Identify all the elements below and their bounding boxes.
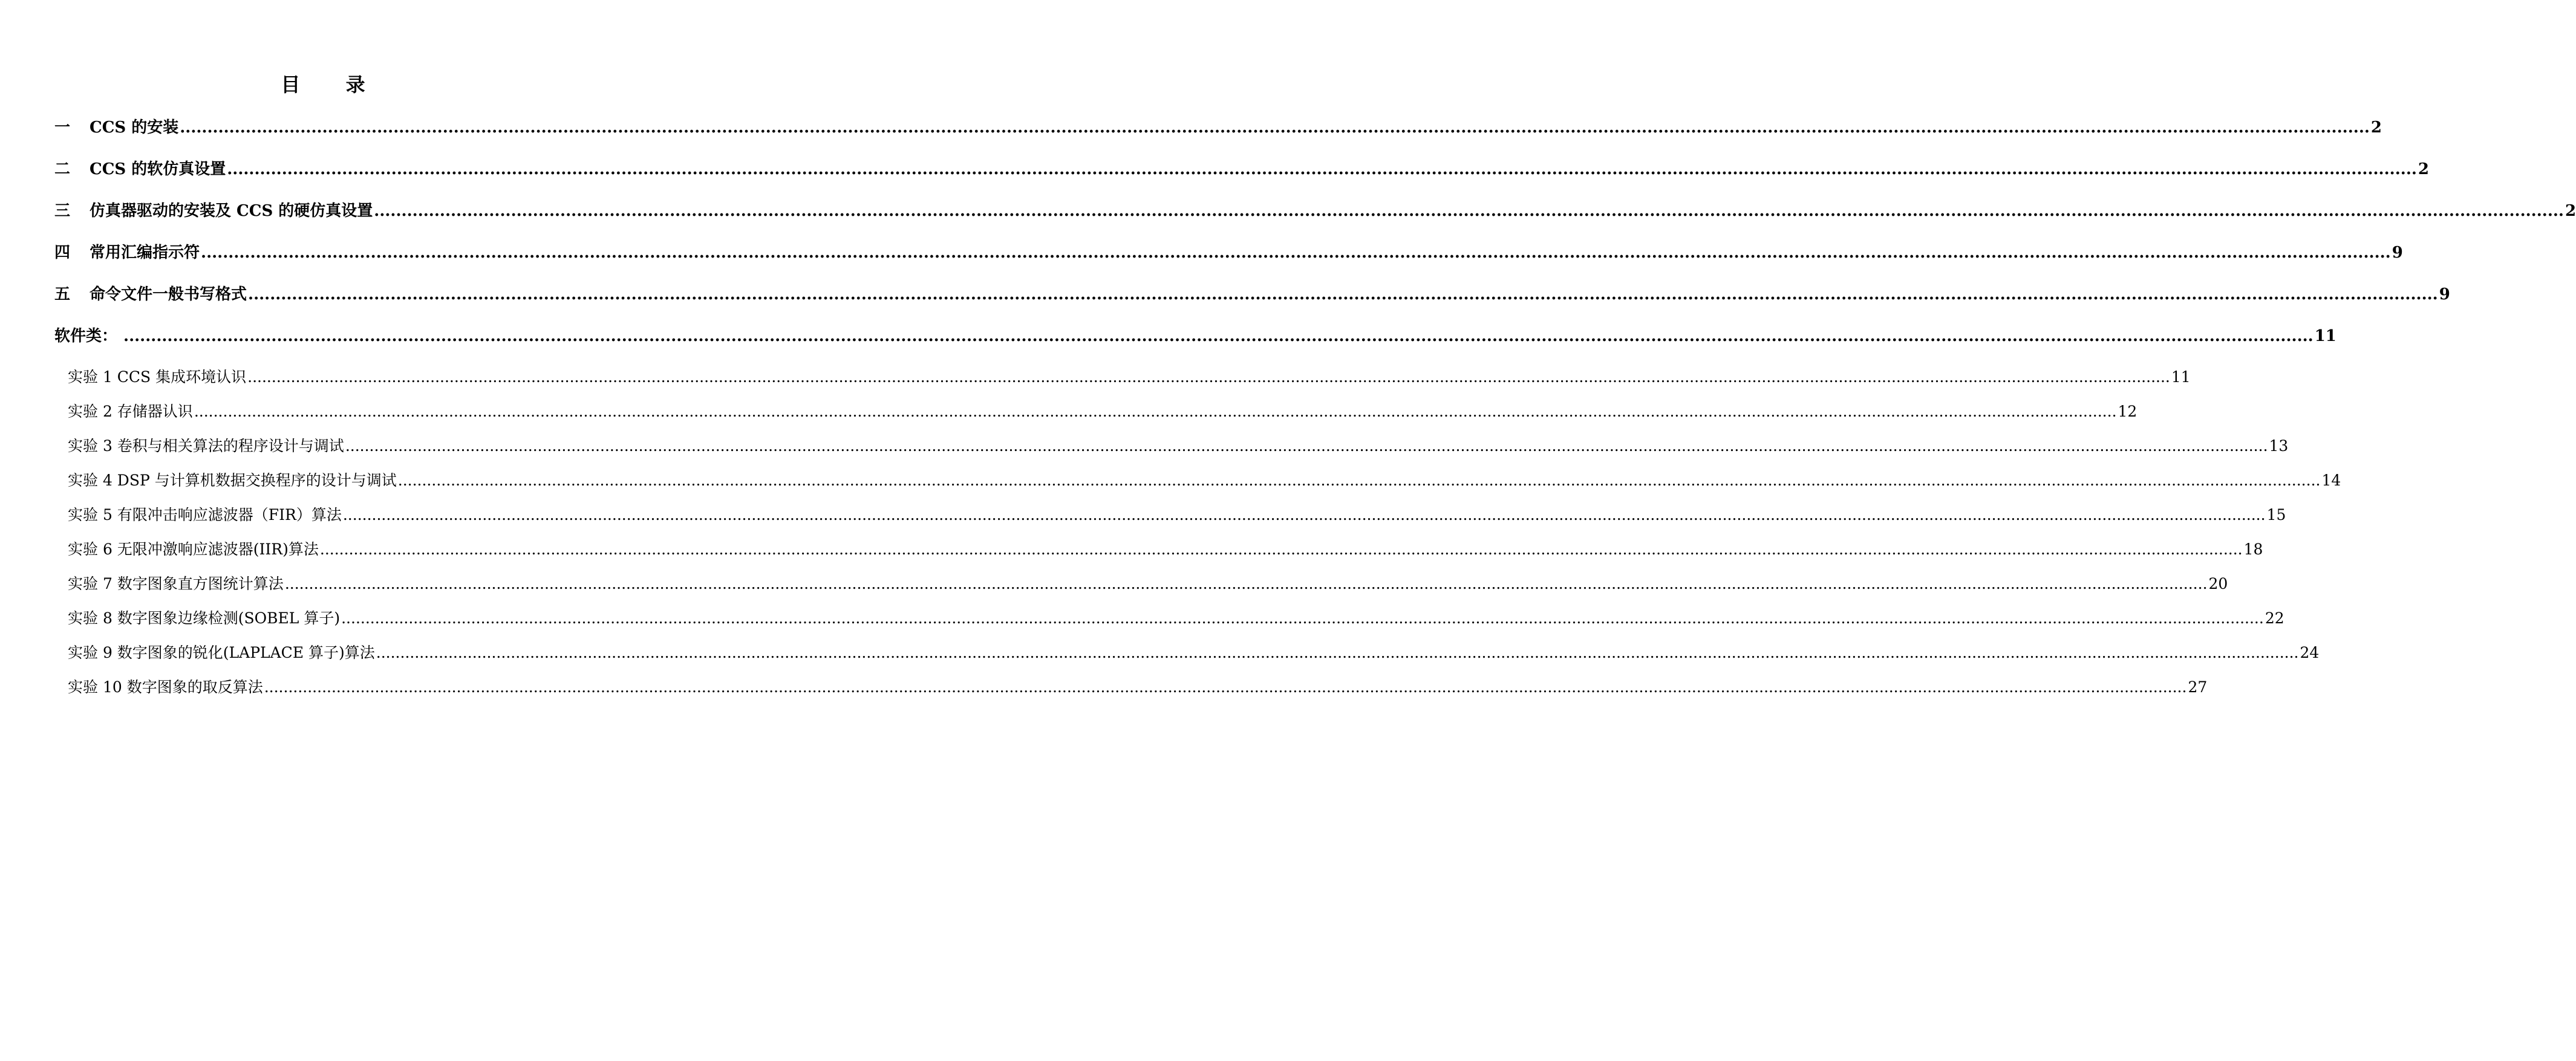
toc-entry-label: 实验 5 有限冲击响应滤波器（FIR）算法 [68,506,342,524]
toc-entry-number: 三 [54,202,71,220]
toc-entry-number: 二 [54,160,71,178]
toc-entry[interactable] [54,323,2336,365]
toc-entry-label: CCS 的安装 [90,118,179,137]
toc-entry-label: 实验 10 数字图象的取反算法 [68,678,263,696]
toc-entry-label: 实验 7 数字图象直方图统计算法 [68,575,284,592]
toc-entry[interactable] [54,537,2263,572]
dot-leader: ................................................................................................................................................................................................................................................................................................................................................................................................................ [284,575,2208,592]
toc-entry[interactable] [54,198,2576,240]
dot-leader: ................................................................................................................................................................................................................................................................................................................................................................................................................ [264,678,2187,696]
toc-entry-page-number: 9 [2439,285,2450,303]
toc-entry-label: CCS 的软仿真设置 [90,160,226,178]
toc-entry-page-number: 12 [2118,403,2137,420]
toc-entry[interactable] [54,240,2403,282]
toc-entry-number: 四 [54,244,71,262]
toc-entry-label: 仿真器驱动的安装及 CCS 的硬仿真设置 [90,202,373,220]
dot-leader: ................................................................................................................................................................................................................................................................................................................................................................................................................ [123,327,2314,345]
toc-entry-label: 实验 1 CCS 集成环境认识 [68,368,247,386]
toc-entry[interactable] [54,115,2382,157]
toc-entry-label: 实验 8 数字图象边缘检测(SOBEL 算子) [68,609,341,627]
toc-entry[interactable] [54,157,2430,198]
toc-entry-page-number: 22 [2265,609,2284,627]
page-title: 目 录 [281,73,367,96]
dot-leader: ................................................................................................................................................................................................................................................................................................................................................................................................................ [227,160,2417,178]
toc-entry-page-number: 14 [2321,472,2341,489]
toc-entry-page-number: 15 [2266,506,2286,524]
toc-entry-page-number: 2 [2565,202,2576,220]
dot-leader: ................................................................................................................................................................................................................................................................................................................................................................................................................ [374,202,2564,220]
dot-leader: ................................................................................................................................................................................................................................................................................................................................................................................................................ [201,244,2391,262]
dot-leader: ................................................................................................................................................................................................................................................................................................................................................................................................................ [248,285,2438,303]
toc-entry[interactable] [54,282,2450,323]
dot-leader: ................................................................................................................................................................................................................................................................................................................................................................................................................ [341,609,2264,627]
dot-leader: ................................................................................................................................................................................................................................................................................................................................................................................................................ [342,506,2266,524]
toc-entry[interactable] [54,641,2320,675]
dot-leader: ................................................................................................................................................................................................................................................................................................................................................................................................................ [397,472,2321,489]
toc-entry-number: 五 [54,285,71,303]
toc-entry-page-number: 11 [2171,368,2191,386]
dot-leader: ................................................................................................................................................................................................................................................................................................................................................................................................................ [194,403,2117,420]
toc-entry-page-number: 20 [2208,575,2228,592]
toc-entry-label: 软件类： [54,327,118,345]
toc-entry-label: 实验 4 DSP 与计算机数据交换程序的设计与调试 [68,472,397,489]
toc-entry-page-number: 2 [2370,118,2382,137]
dot-leader: ................................................................................................................................................................................................................................................................................................................................................................................................................ [247,368,2170,386]
toc-entry[interactable] [54,400,2137,434]
toc-entry[interactable] [54,503,2286,537]
toc-entry[interactable] [54,606,2284,641]
dot-leader: ................................................................................................................................................................................................................................................................................................................................................................................................................ [319,540,2243,558]
toc-entry[interactable] [54,572,2228,606]
dot-leader: ................................................................................................................................................................................................................................................................................................................................................................................................................ [376,644,2299,661]
toc-entry-number: 一 [54,118,71,137]
toc-entry-page-number: 11 [2314,327,2336,345]
toc-entry[interactable] [54,434,2289,469]
toc-entry-label: 实验 9 数字图象的锐化(LAPLACE 算子)算法 [68,644,375,661]
toc-entry[interactable] [54,365,2191,400]
toc-entry-page-number: 13 [2269,437,2289,455]
toc-entry-label: 命令文件一般书写格式 [90,285,247,303]
dot-leader: ................................................................................................................................................................................................................................................................................................................................................................................................................ [345,437,2268,455]
toc-entry-page-number: 24 [2300,644,2320,661]
toc-entry-page-number: 9 [2392,244,2403,262]
toc-entry-label: 实验 3 卷积与相关算法的程序设计与调试 [68,437,344,455]
toc-entry-label: 实验 6 无限冲激响应滤波器(IIR)算法 [68,540,319,558]
dot-leader: ................................................................................................................................................................................................................................................................................................................................................................................................................ [180,118,2370,137]
toc-entry-page-number: 18 [2243,540,2263,558]
toc-entry-page-number: 27 [2188,678,2208,696]
toc-entry-label: 常用汇编指示符 [90,244,200,262]
table-of-contents [54,115,2576,710]
toc-entry-page-number: 2 [2418,160,2430,178]
toc-entry-label: 实验 2 存储器认识 [68,403,193,420]
toc-entry[interactable] [54,675,2208,710]
toc-entry[interactable] [54,469,2341,503]
